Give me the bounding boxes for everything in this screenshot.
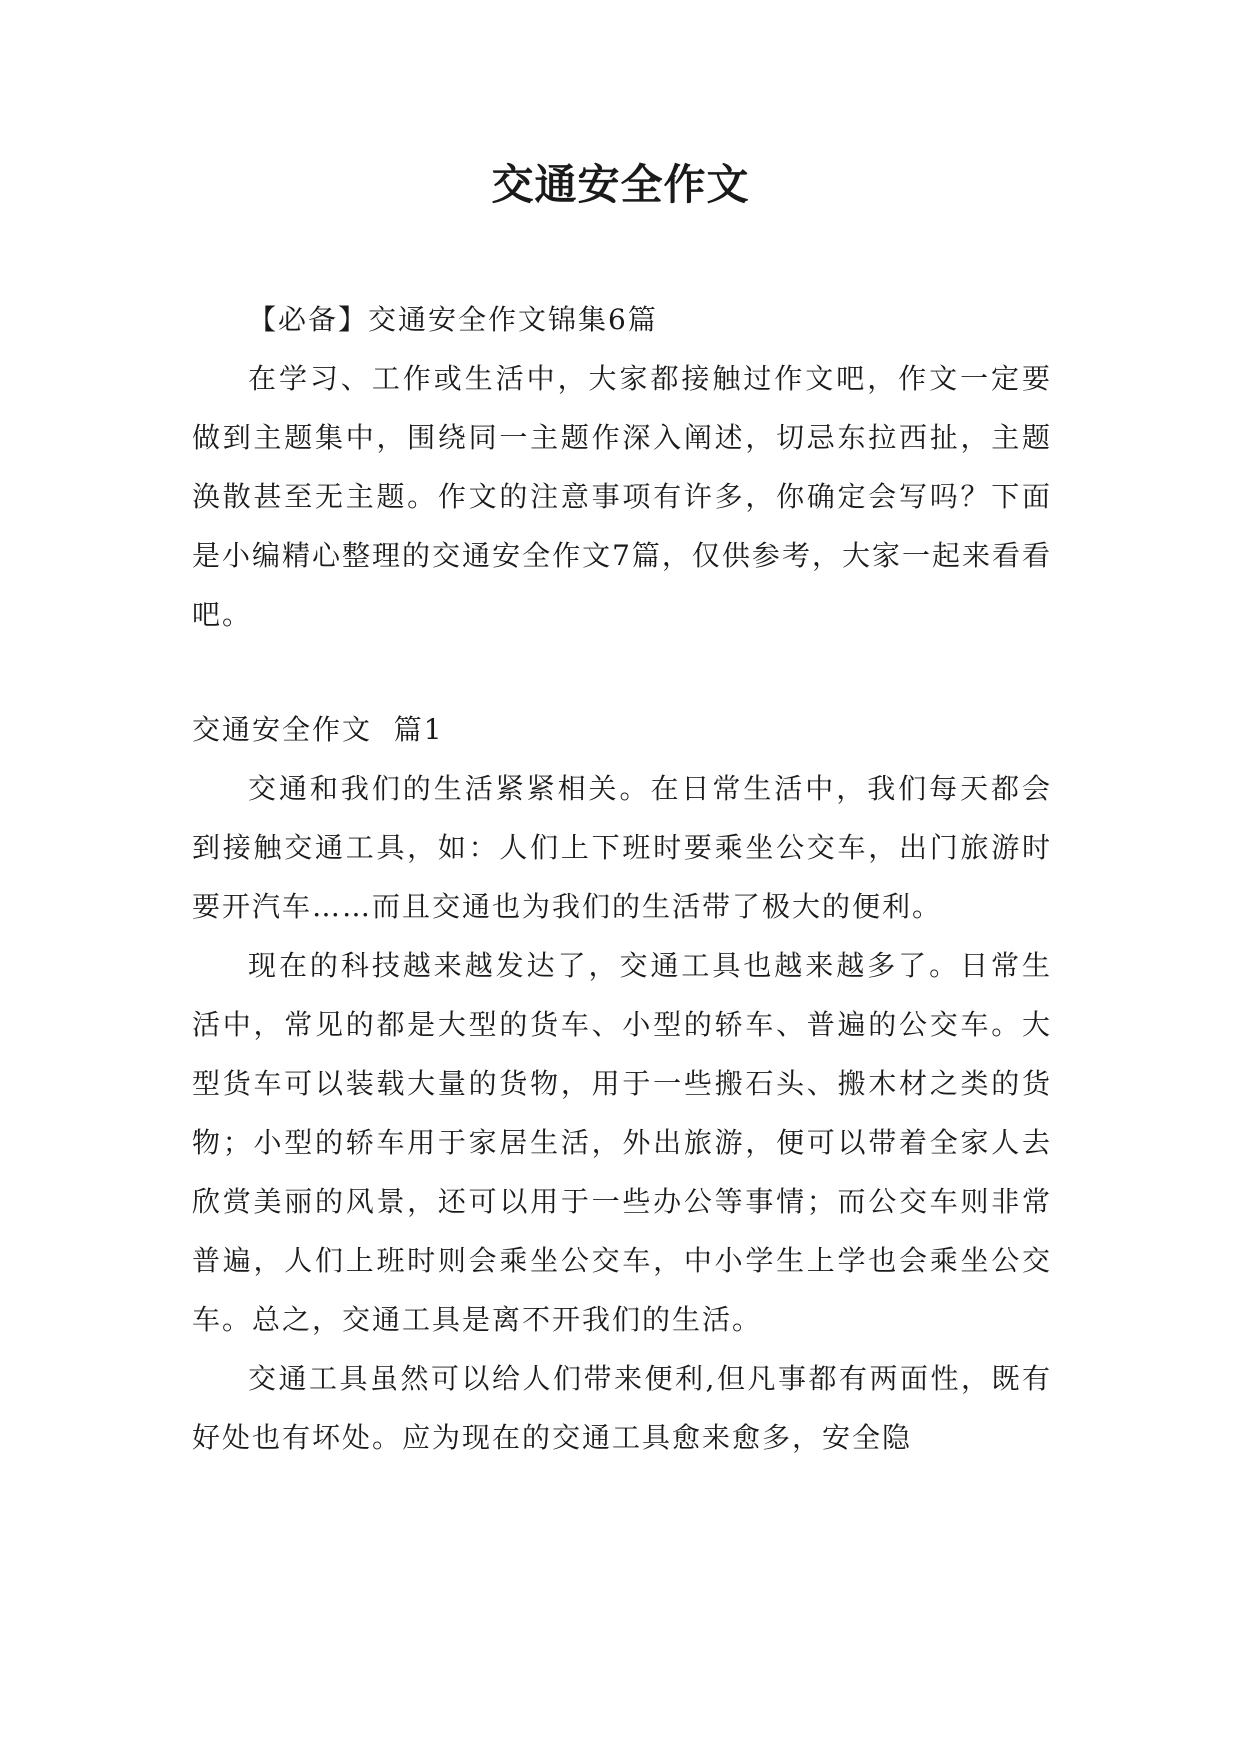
page-title: 交通安全作文 xyxy=(491,160,750,209)
intro-paragraph: 在学习、工作或生活中，大家都接触过作文吧，作文一定要做到主题集中，围绕同一主题作深入阐述，切忌东拉西扯，主题涣散甚至无主题。作文的注意事项有许多，你确定会写吗？下面是小编精心整理的交通安全作文7篇，仅供参考，大家一起来看看吧。 xyxy=(192,362,1052,631)
section-heading: 交通安全作文 篇1 xyxy=(192,713,444,746)
intro-block xyxy=(192,290,1052,644)
body-paragraph: 交通和我们的生活紧紧相关。在日常生活中，我们每天都会到接触交通工具，如：人们上下班时要乘坐公交车，出门旅游时要开汽车……而且交通也为我们的生活带了极大的便利。 xyxy=(192,772,1052,923)
section-body xyxy=(192,759,1052,1467)
body-paragraph: 交通工具虽然可以给人们带来便利,但凡事都有两面性，既有好处也有坏处。应为现在的交通工具愈来愈多，安全隐 xyxy=(192,1362,1052,1454)
body-paragraph: 现在的科技越来越发达了，交通工具也越来越多了。日常生活中，常见的都是大型的货车、小型的轿车、普遍的公交车。大型货车可以装载大量的货物，用于一些搬石头、搬木材之类的货物；小型的轿车用于家居生活，外出旅游，便可以带着全家人去欣赏美丽的风景，还可以用于一些办公等事情；而公交车则非常普遍，人们上班时则会乘坐公交车，中小学生上学也会乘坐公交车。总之，交通工具是离不开我们的生活。 xyxy=(192,949,1052,1336)
subtitle-paragraph: 【必备】交通安全作文锦集6篇 xyxy=(248,303,658,336)
